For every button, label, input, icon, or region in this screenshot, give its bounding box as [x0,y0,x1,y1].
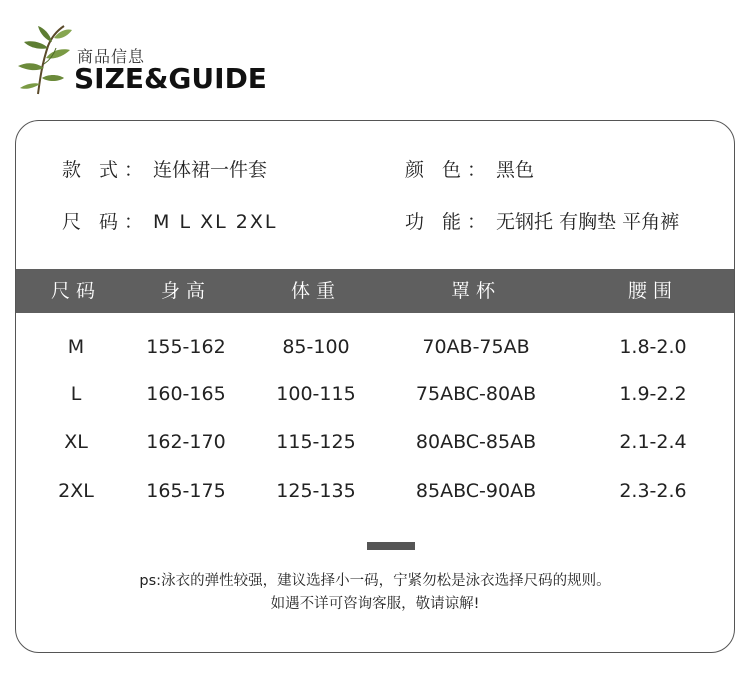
cell-height: 165-175 [146,480,226,502]
note-line-2: 如遇不详可咨询客服，敬请谅解! [270,596,480,612]
header-cup: 罩杯 [450,280,501,302]
cell-waist: 1.8-2.0 [619,336,687,358]
cell-size: XL [64,431,88,453]
cell-weight: 100-115 [276,383,356,405]
cell-size: 2XL [58,480,94,502]
header-height: 身高 [160,280,211,302]
style-value: 连体裙一件套 [153,159,268,181]
cell-waist: 2.1-2.4 [619,431,687,453]
table-header [16,269,734,313]
table-row [16,379,734,409]
cell-weight: 115-125 [276,431,356,453]
cell-weight: 85-100 [282,336,350,358]
cell-cup: 70AB-75AB [422,336,530,358]
size-label: 尺 码： [62,211,150,233]
header-subtitle: 商品信息 [77,47,146,66]
section-divider [367,542,415,550]
leaf-branch-icon [8,24,72,96]
header-weight: 体重 [290,280,341,302]
table-row [16,476,734,506]
cell-cup: 85ABC-90AB [415,480,537,502]
style-row [62,155,267,182]
cell-waist: 1.9-2.2 [619,383,687,405]
note-line-1: ps:泳衣的弹性较强，建议选择小一码，宁紧勿松是泳衣选择尺码的规则。 [139,573,611,589]
cell-waist: 2.3-2.6 [619,480,687,502]
function-value: 无钢托 有胸垫 平角裤 [496,211,680,233]
function-label: 功 能： [405,211,493,233]
size-value: M L XL 2XL [153,211,278,233]
color-value: 黑色 [496,159,535,181]
color-label: 颜 色： [405,159,493,181]
size-guide-card [15,120,735,653]
page-header [0,0,750,110]
style-label: 款 式： [62,159,150,181]
header-size: 尺码 [50,280,101,302]
cell-height: 155-162 [146,336,226,358]
cell-cup: 75ABC-80AB [415,383,537,405]
function-row [405,207,679,234]
cell-height: 162-170 [146,431,226,453]
cell-weight: 125-135 [276,480,356,502]
table-row [16,332,734,362]
cell-height: 160-165 [146,383,226,405]
header-waist: 腰围 [627,280,678,302]
cell-size: L [70,383,82,405]
header-title: SIZE&GUIDE [74,62,267,95]
table-row [16,427,734,457]
color-row [405,155,534,182]
cell-size: M [67,336,85,358]
cell-cup: 80ABC-85AB [415,431,537,453]
size-row [62,207,277,234]
